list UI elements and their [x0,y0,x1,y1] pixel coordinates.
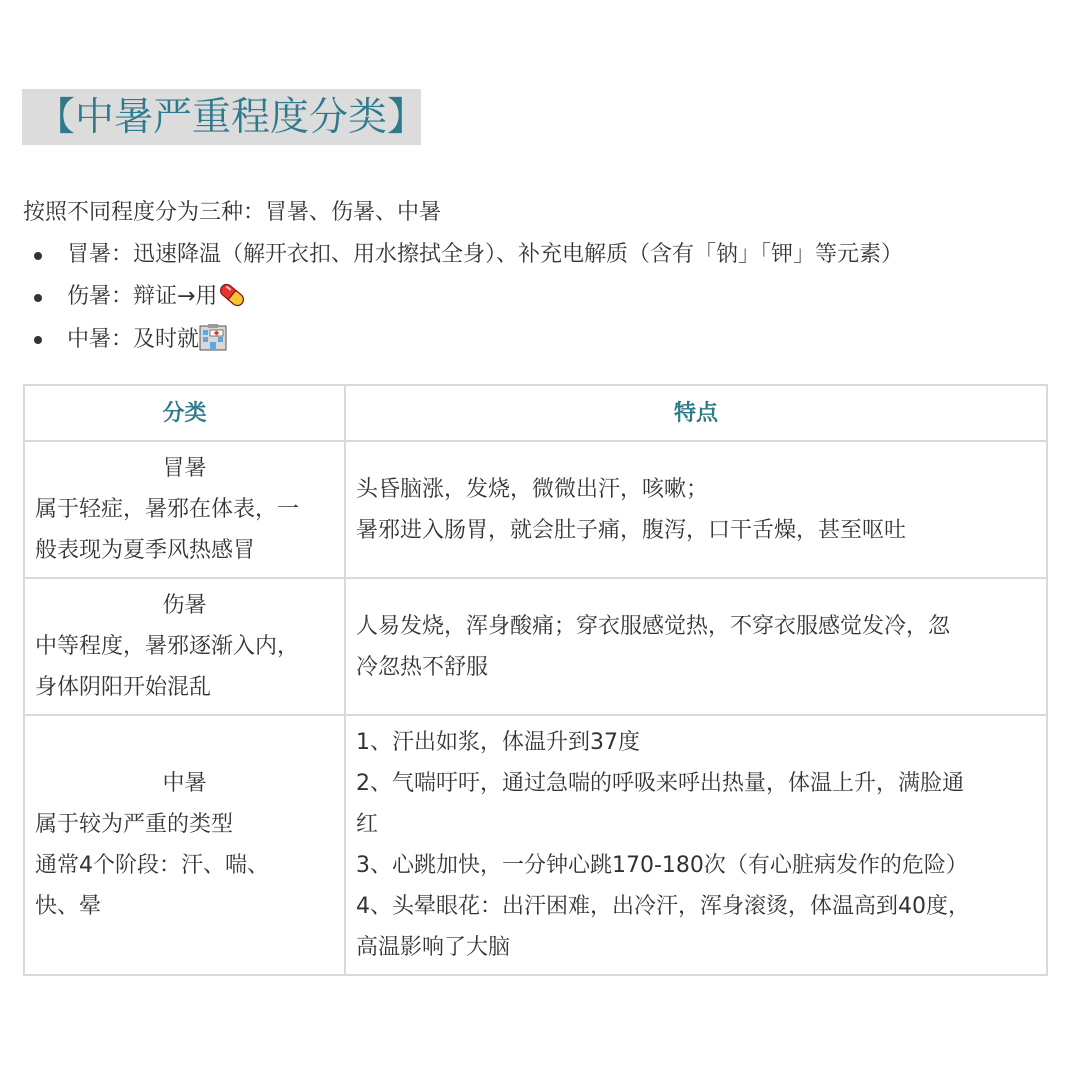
category-name: 伤暑 [162,593,207,618]
category-cell [24,578,345,715]
page-title: 【中暑严重程度分类】 [36,94,427,140]
feature-line: 1、汗出如浆，体温升到37度 [356,730,640,755]
feature-line: 头昏脑涨，发烧，微微出汗，咳嗽； [356,476,709,502]
feature-line: 暑邪进入肠胃，就会肚子痛，腹泻，口干舌燥，甚至呕吐 [356,517,907,543]
category-name: 冒暑 [162,456,207,481]
pill-icon [217,282,247,308]
bullet-dot-icon [34,294,42,302]
table-header-row [24,385,1047,441]
bullet-text: 中暑：及时就 [67,327,200,352]
category-desc-line: 属于较为严重的类型 [35,812,234,837]
category-desc-line: 快、晕 [35,894,102,919]
category-desc-line: 身体阴阳开始混乱 [35,675,212,700]
intro-text: 按照不同程度分为三种：冒暑、伤暑、中暑 [23,200,442,225]
bullet-dot-icon [34,252,42,260]
features-cell [345,715,1047,975]
category-desc-line: 属于轻症，暑邪在体表，一 [35,497,300,522]
feature-line: 4、头晕眼花：出汗困难，出冷汗，浑身滚烫，体温高到40度， [356,894,970,919]
category-name: 中暑 [162,771,207,796]
table-row [24,441,1047,578]
category-desc-line: 般表现为夏季风热感冒 [35,538,256,563]
category-cell [24,715,345,975]
list-item [30,281,903,323]
feature-line: 高温影响了大脑 [356,935,511,960]
feature-line: 人易发烧，浑身酸痛；穿衣服感觉热，不穿衣服感觉发冷，忽 [356,613,951,639]
features-cell [345,441,1047,578]
classification-table [23,384,1048,976]
category-cell [24,441,345,578]
bullet-text: 冒暑：迅速降温（解开衣扣、用水擦拭全身）、补充电解质（含有「钠」「钾」等元素） [67,242,904,267]
feature-line: 2、气喘吁吁，通过急喘的呼吸来呼出热量，体温上升，满脸通 [356,771,964,796]
feature-line: 冷忽热不舒服 [356,654,489,680]
hospital-icon [199,323,227,351]
category-desc-line: 通常4个阶段：汗、喘、 [35,853,269,878]
title-banner [22,89,427,145]
list-item [30,239,903,281]
features-cell [345,578,1047,715]
bullet-list [30,239,903,365]
table-row [24,715,1047,975]
header-category: 分类 [24,385,345,441]
feature-line: 3、心跳加快，一分钟心跳170-180次（有心脏病发作的危险） [356,853,968,878]
category-desc-line: 中等程度，暑邪逐渐入内， [35,634,300,659]
bullet-dot-icon [34,336,42,344]
bullet-text: 伤暑：辩证→用 [67,284,218,309]
header-features: 特点 [345,385,1047,441]
list-item [30,323,903,365]
table-row [24,578,1047,715]
feature-line: 红 [356,812,379,837]
